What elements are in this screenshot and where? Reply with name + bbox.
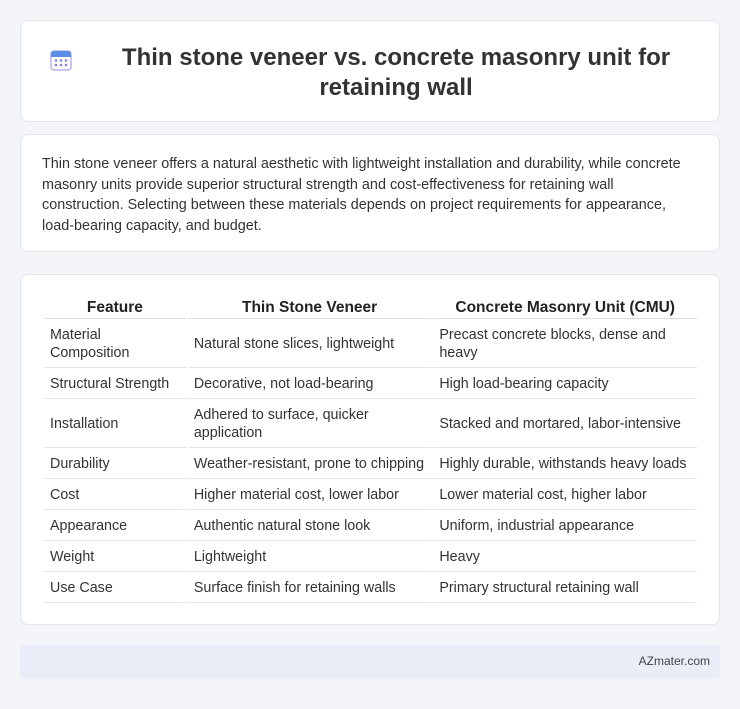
row-veneer: Authentic natural stone look (188, 512, 432, 541)
row-feature: Appearance (44, 512, 186, 541)
table-header-row (44, 297, 697, 319)
row-feature: Installation (44, 401, 186, 448)
row-feature: Structural Strength (44, 370, 186, 399)
header-feature: Feature (44, 297, 186, 319)
table-row (44, 481, 697, 510)
row-veneer: Lightweight (188, 543, 432, 572)
row-cmu: Lower material cost, higher labor (433, 481, 697, 510)
summary-card (20, 134, 720, 252)
row-veneer: Weather-resistant, prone to chipping (188, 450, 432, 479)
table-row (44, 401, 697, 448)
row-cmu: High load-bearing capacity (433, 370, 697, 399)
header-cmu: Concrete Masonry Unit (CMU) (433, 297, 697, 319)
row-veneer: Surface finish for retaining walls (188, 574, 432, 603)
row-cmu: Uniform, industrial appearance (433, 512, 697, 541)
comparison-card (20, 274, 720, 625)
row-cmu: Highly durable, withstands heavy loads (433, 450, 697, 479)
row-feature: Material Composition (44, 321, 186, 368)
row-cmu: Stacked and mortared, labor-intensive (433, 401, 697, 448)
row-cmu: Primary structural retaining wall (433, 574, 697, 603)
table-row (44, 450, 697, 479)
summary-text: Thin stone veneer offers a natural aesthetic with lightweight installation and durability, while concrete masonry units provide superior structural strength and cost-effectiveness for retaining wall construction. Selecting between these materials depends on project requirements for appearance, load-bearing capacity, and budget. (42, 156, 681, 234)
table-row (44, 574, 697, 603)
row-veneer: Decorative, not load-bearing (188, 370, 432, 399)
row-feature: Weight (44, 543, 186, 572)
table-row (44, 543, 697, 572)
table-row (44, 512, 697, 541)
title-card (20, 20, 720, 122)
row-veneer: Natural stone slices, lightweight (188, 321, 432, 368)
page-title: Thin stone veneer vs. concrete masonry unit for retaining wall (121, 44, 671, 101)
row-veneer: Higher material cost, lower labor (188, 481, 432, 510)
row-feature: Durability (44, 450, 186, 479)
calendar-icon (49, 48, 73, 72)
header-thin-stone-veneer: Thin Stone Veneer (188, 297, 432, 319)
row-cmu: Precast concrete blocks, dense and heavy (433, 321, 697, 368)
comparison-table (42, 295, 699, 605)
row-feature: Cost (44, 481, 186, 510)
table-row (44, 370, 697, 399)
row-veneer: Adhered to surface, quicker application (188, 401, 432, 448)
footer-bar (20, 645, 720, 679)
row-feature: Use Case (44, 574, 186, 603)
row-cmu: Heavy (433, 543, 697, 572)
footer-brand[interactable]: AZmater.com (638, 654, 710, 668)
table-row (44, 321, 697, 368)
